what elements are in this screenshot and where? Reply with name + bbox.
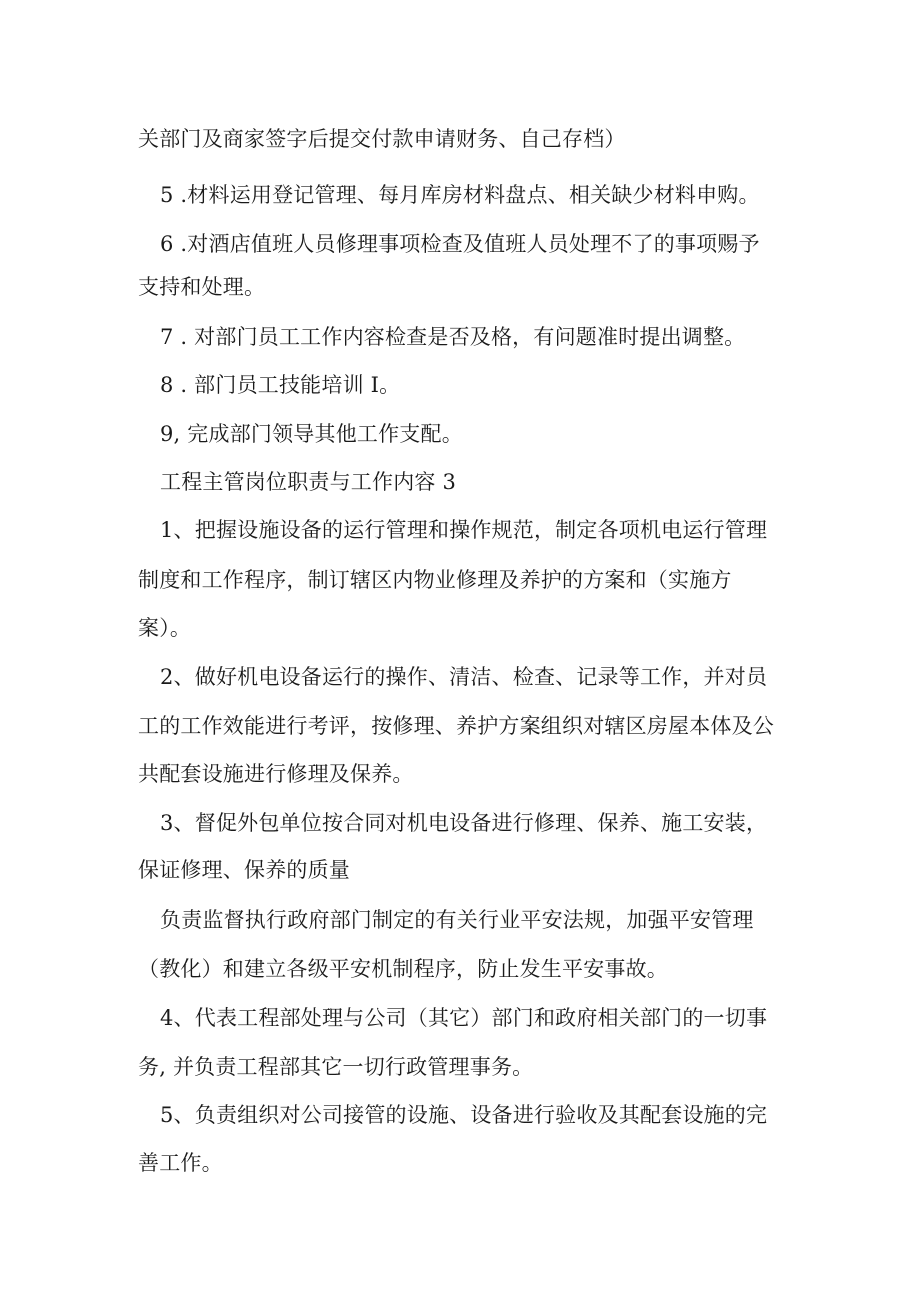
text-line: 工的工作效能进行考评，按修理、养护方案组织对辖区房屋本体及公 [138,714,774,738]
text-line: 5 .材料运用登记管理、每月库房材料盘点、相关缺少材料申购。 [160,183,760,207]
text-line: 务, 并负责工程部其它一切行政管理事务。 [138,1055,534,1079]
text-line: 案）。 [138,616,192,640]
text-line: 4、代表工程部处理与公司（其它）部门和政府相关部门的一切事 [160,1006,768,1030]
text-line: 关部门及商家签字后提交付款申请财务、自己存档） [138,127,626,151]
text-line: 7 . 对部门员工工作内容检查是否及格，有问题准时提出调整。 [160,325,746,349]
text-line: 2、做好机电设备运行的操作、清洁、检查、记录等工作，并对员 [160,665,768,689]
text-line: 9, 完成部门领导其他工作支配。 [160,422,463,446]
text-line: 负责监督执行政府部门制定的有关行业平安法规，加强平安管理 [160,908,754,932]
text-line: 8 . 部门员工技能培训 I。 [160,373,401,397]
text-line: 制度和工作程序，制订辖区内物业修理及养护的方案和（实施方 [138,568,732,592]
section-heading: 工程主管岗位职责与工作内容 3 [160,470,457,494]
text-line: 善工作。 [138,1151,223,1175]
text-line: 保证修理、保养的质量 [138,858,350,882]
text-line: 3、督促外包单位按合同对机电设备进行修理、保养、施工安装， [160,811,768,835]
text-line: 1、把握设施设备的运行管理和操作规范，制定各项机电运行管理 [160,518,768,542]
text-line: （教化）和建立各级平安机制程序，防止发生平安事故。 [138,957,668,981]
text-line: 支持和处理。 [138,275,266,299]
text-line: 5、负责组织对公司接管的设施、设备进行验收及其配套设施的完 [160,1103,768,1127]
text-line: 6 .对酒店值班人员修理事项检查及值班人员处理不了的事项赐予 [160,232,760,256]
text-line: 共配套设施进行修理及保养。 [138,762,414,786]
